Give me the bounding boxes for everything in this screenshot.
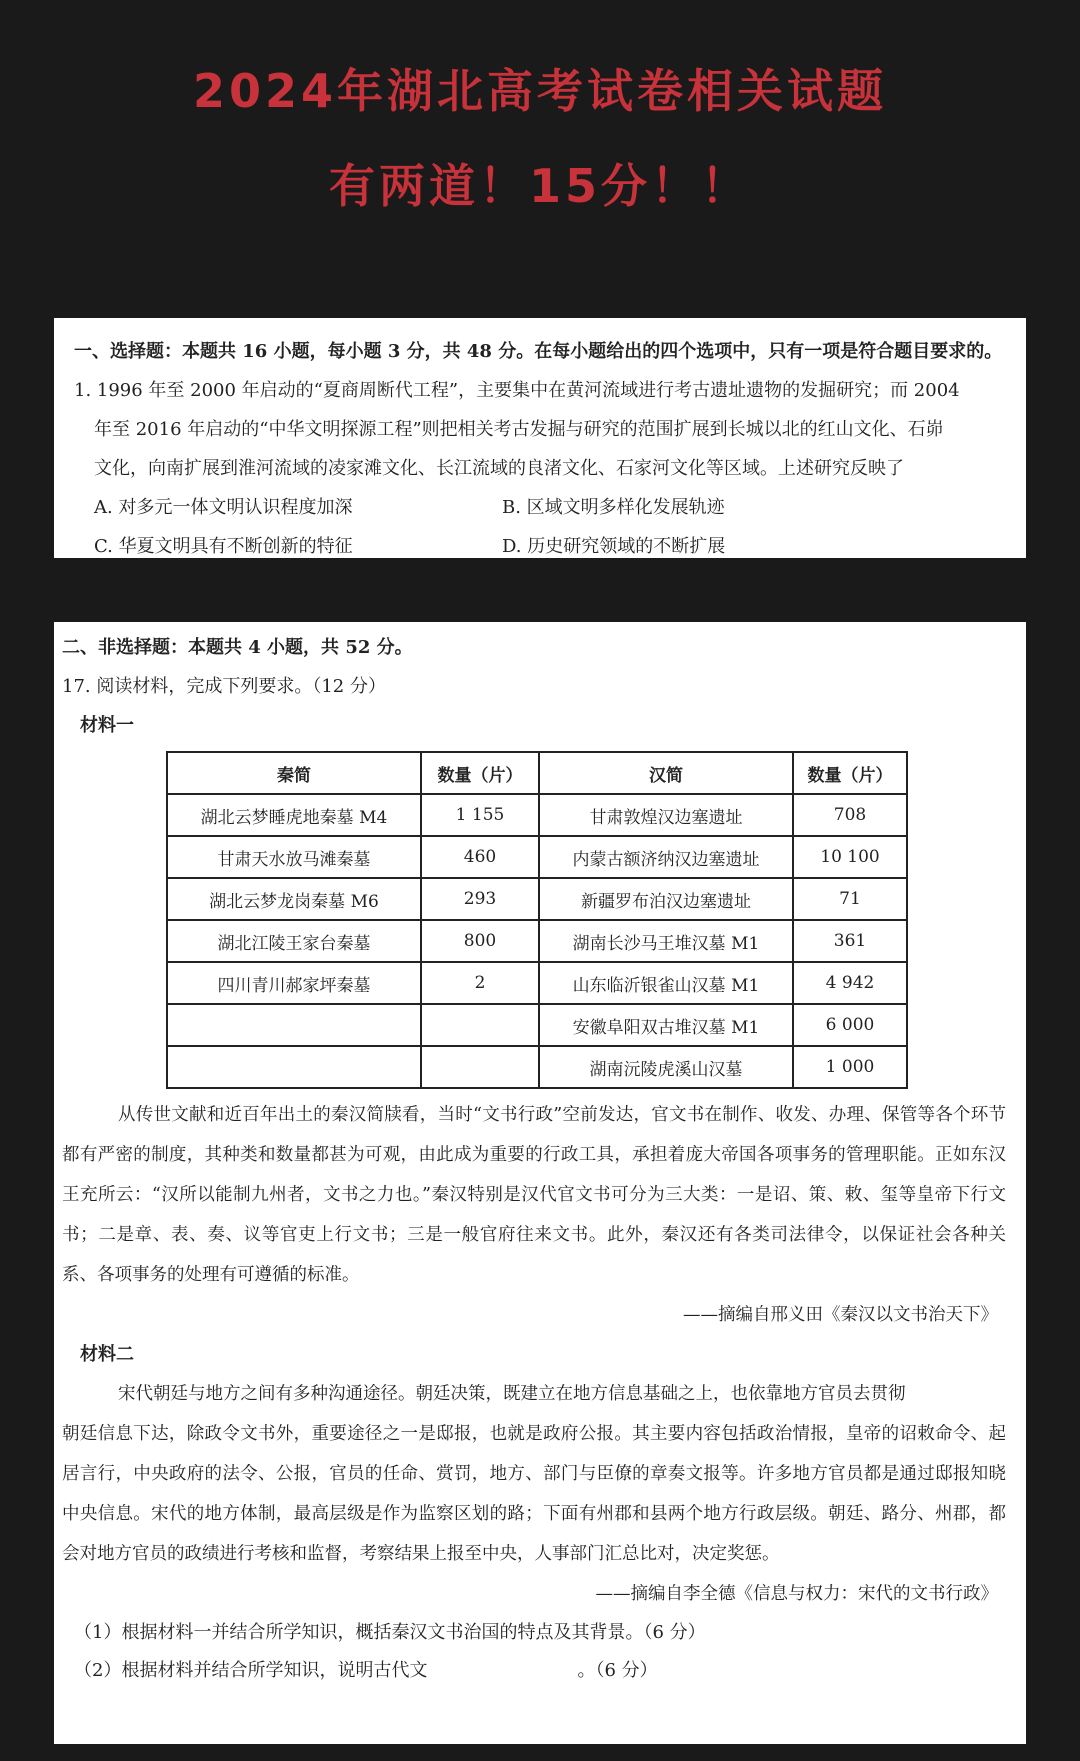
table-header: 汉简	[539, 752, 793, 794]
material-title: 材料二	[80, 1344, 134, 1365]
table-cell	[421, 1046, 539, 1088]
table-cell: 湖北云梦龙岗秦墓 M6	[167, 878, 421, 920]
table-cell	[421, 1004, 539, 1046]
table-cell: 甘肃敦煌汉边塞遗址	[539, 794, 793, 836]
table-row	[167, 878, 907, 920]
table-row	[167, 794, 907, 836]
table-cell: 2	[421, 962, 539, 1004]
material-citation: ——摘编自李全德《信息与权力：宋代的文书行政》	[595, 1584, 998, 1604]
table-cell: 安徽阜阳双古堆汉墓 M1	[539, 1004, 793, 1046]
material-paragraph: 从传世文献和近百年出土的秦汉简牍看，当时“文书行政”空前发达，官文书在制作、收发、办理、保管等各个环节都有严密的制度，其种类和数量都甚为可观，由此成为重要的行政工具，承担着庞大帝国各项事务的管理职能。正如东汉王充所云：“汉所以能制九州者，文书之力也。”秦汉特别是汉代官文书可分为三大类：一是诏、策、敕、玺等皇帝下行文书；二是章、表、奏、议等官吏上行文书；三是一般官府往来文书。此外，秦汉还有各类司法律令，以保证社会各种关系、各项事务的处理有可遵循的标准。	[62, 1105, 1006, 1285]
table-cell: 800	[421, 920, 539, 962]
table-cell: 山东临沂银雀山汉墓 M1	[539, 962, 793, 1004]
table-cell: 71	[793, 878, 907, 920]
table-cell: 甘肃天水放马滩秦墓	[167, 836, 421, 878]
table-cell: 10 100	[793, 836, 907, 878]
table-cell: 湖北江陵王家台秦墓	[167, 920, 421, 962]
table-cell: 361	[793, 920, 907, 962]
table-header: 秦简	[167, 752, 421, 794]
material-title: 材料一	[80, 715, 134, 736]
sub-question-text: （2）根据材料并结合所学知识，说明古代文	[74, 1660, 428, 1681]
option-d: D. 历史研究领域的不断扩展	[502, 536, 726, 557]
table-cell: 湖南长沙马王堆汉墓 M1	[539, 920, 793, 962]
section-title: 一、选择题：本题共 16 小题，每小题 3 分，共 48 分。在每小题给出的四个选项中，只有一项是符合题目要求的。	[74, 341, 1003, 362]
table-cell	[167, 1046, 421, 1088]
option-c: C. 华夏文明具有不断创新的特征	[94, 536, 353, 557]
sub-question: （1）根据材料一并结合所学知识，概括秦汉文书治国的特点及其背景。（6 分）	[74, 1622, 706, 1643]
question-text: 年至 2016 年启动的“中华文明探源工程”则把相关考古发掘与研究的范围扩展到长城以北的红山文化、石峁	[94, 419, 944, 440]
option-a: A. 对多元一体文明认识程度加深	[94, 497, 353, 518]
table-cell: 1 155	[421, 794, 539, 836]
table-cell: 四川青川郝家坪秦墓	[167, 962, 421, 1004]
table-cell: 新疆罗布泊汉边塞遗址	[539, 878, 793, 920]
table-cell: 1 000	[793, 1046, 907, 1088]
table-cell: 湖南沅陵虎溪山汉墓	[539, 1046, 793, 1088]
headline-title: 2024年湖北高考试卷相关试题	[192, 64, 888, 118]
material-paragraph: 朝廷信息下达，除政令文书外，重要途径之一是邸报，也就是政府公报。其主要内容包括政治情报，皇帝的诏敕命令、起居言行，中央政府的法令、公报，官员的任命、赏罚，地方、部门与臣僚的章奏文报等。许多地方官员都是通过邸报知晓中央信息。宋代的地方体制，最高层级是作为监察区划的路；下面有州郡和县两个地方行政层级。朝廷、路分、州郡，都会对地方官员的政绩进行考核和监督，考察结果上报至中央，人事部门汇总比对，决定奖惩。	[62, 1424, 1006, 1564]
table-cell: 460	[421, 836, 539, 878]
question-text: 1. 1996 年至 2000 年启动的“夏商周断代工程”，主要集中在黄河流域进行考古遗址遗物的发掘研究；而 2004	[74, 380, 960, 401]
table-cell: 708	[793, 794, 907, 836]
headline-subtitle: 有两道！15分！！	[328, 159, 751, 213]
section-title: 二、非选择题：本题共 4 小题，共 52 分。	[62, 637, 413, 658]
table-row	[167, 962, 907, 1004]
table-header: 数量（片）	[793, 752, 907, 794]
table-cell: 293	[421, 878, 539, 920]
table-cell: 6 000	[793, 1004, 907, 1046]
table-row	[167, 836, 907, 878]
table-row	[167, 1004, 907, 1046]
material-paragraph: 宋代朝廷与地方之间有多种沟通途径。朝廷决策，既建立在地方信息基础之上，也依靠地方官员去贯彻	[118, 1384, 906, 1404]
material-citation: ——摘编自邢义田《秦汉以文书治天下》	[683, 1305, 998, 1325]
options-row	[74, 527, 1010, 566]
table-header: 数量（片）	[421, 752, 539, 794]
exam-paper-essay-section	[54, 622, 1026, 1744]
table-row	[167, 920, 907, 962]
table-header-row	[167, 752, 907, 794]
options-row	[74, 488, 1010, 527]
sub-question-score: 。（6 分）	[577, 1660, 658, 1681]
bamboo-slips-table	[166, 751, 908, 1089]
table-cell: 内蒙古额济纳汉边塞遗址	[539, 836, 793, 878]
sub-question	[62, 1652, 1010, 1690]
question-text: 文化，向南扩展到淮河流域的凌家滩文化、长江流域的良渚文化、石家河文化等区域。上述研究反映了	[94, 458, 904, 479]
table-row	[167, 1046, 907, 1088]
table-cell	[167, 1004, 421, 1046]
option-b: B. 区域文明多样化发展轨迹	[502, 497, 725, 518]
material-body	[62, 1374, 1010, 1574]
table-cell: 4 942	[793, 962, 907, 1004]
exam-paper-choice-section	[54, 318, 1026, 558]
material-body	[62, 1095, 1010, 1295]
question-number: 17. 阅读材料，完成下列要求。（12 分）	[62, 676, 386, 697]
table-cell: 湖北云梦睡虎地秦墓 M4	[167, 794, 421, 836]
